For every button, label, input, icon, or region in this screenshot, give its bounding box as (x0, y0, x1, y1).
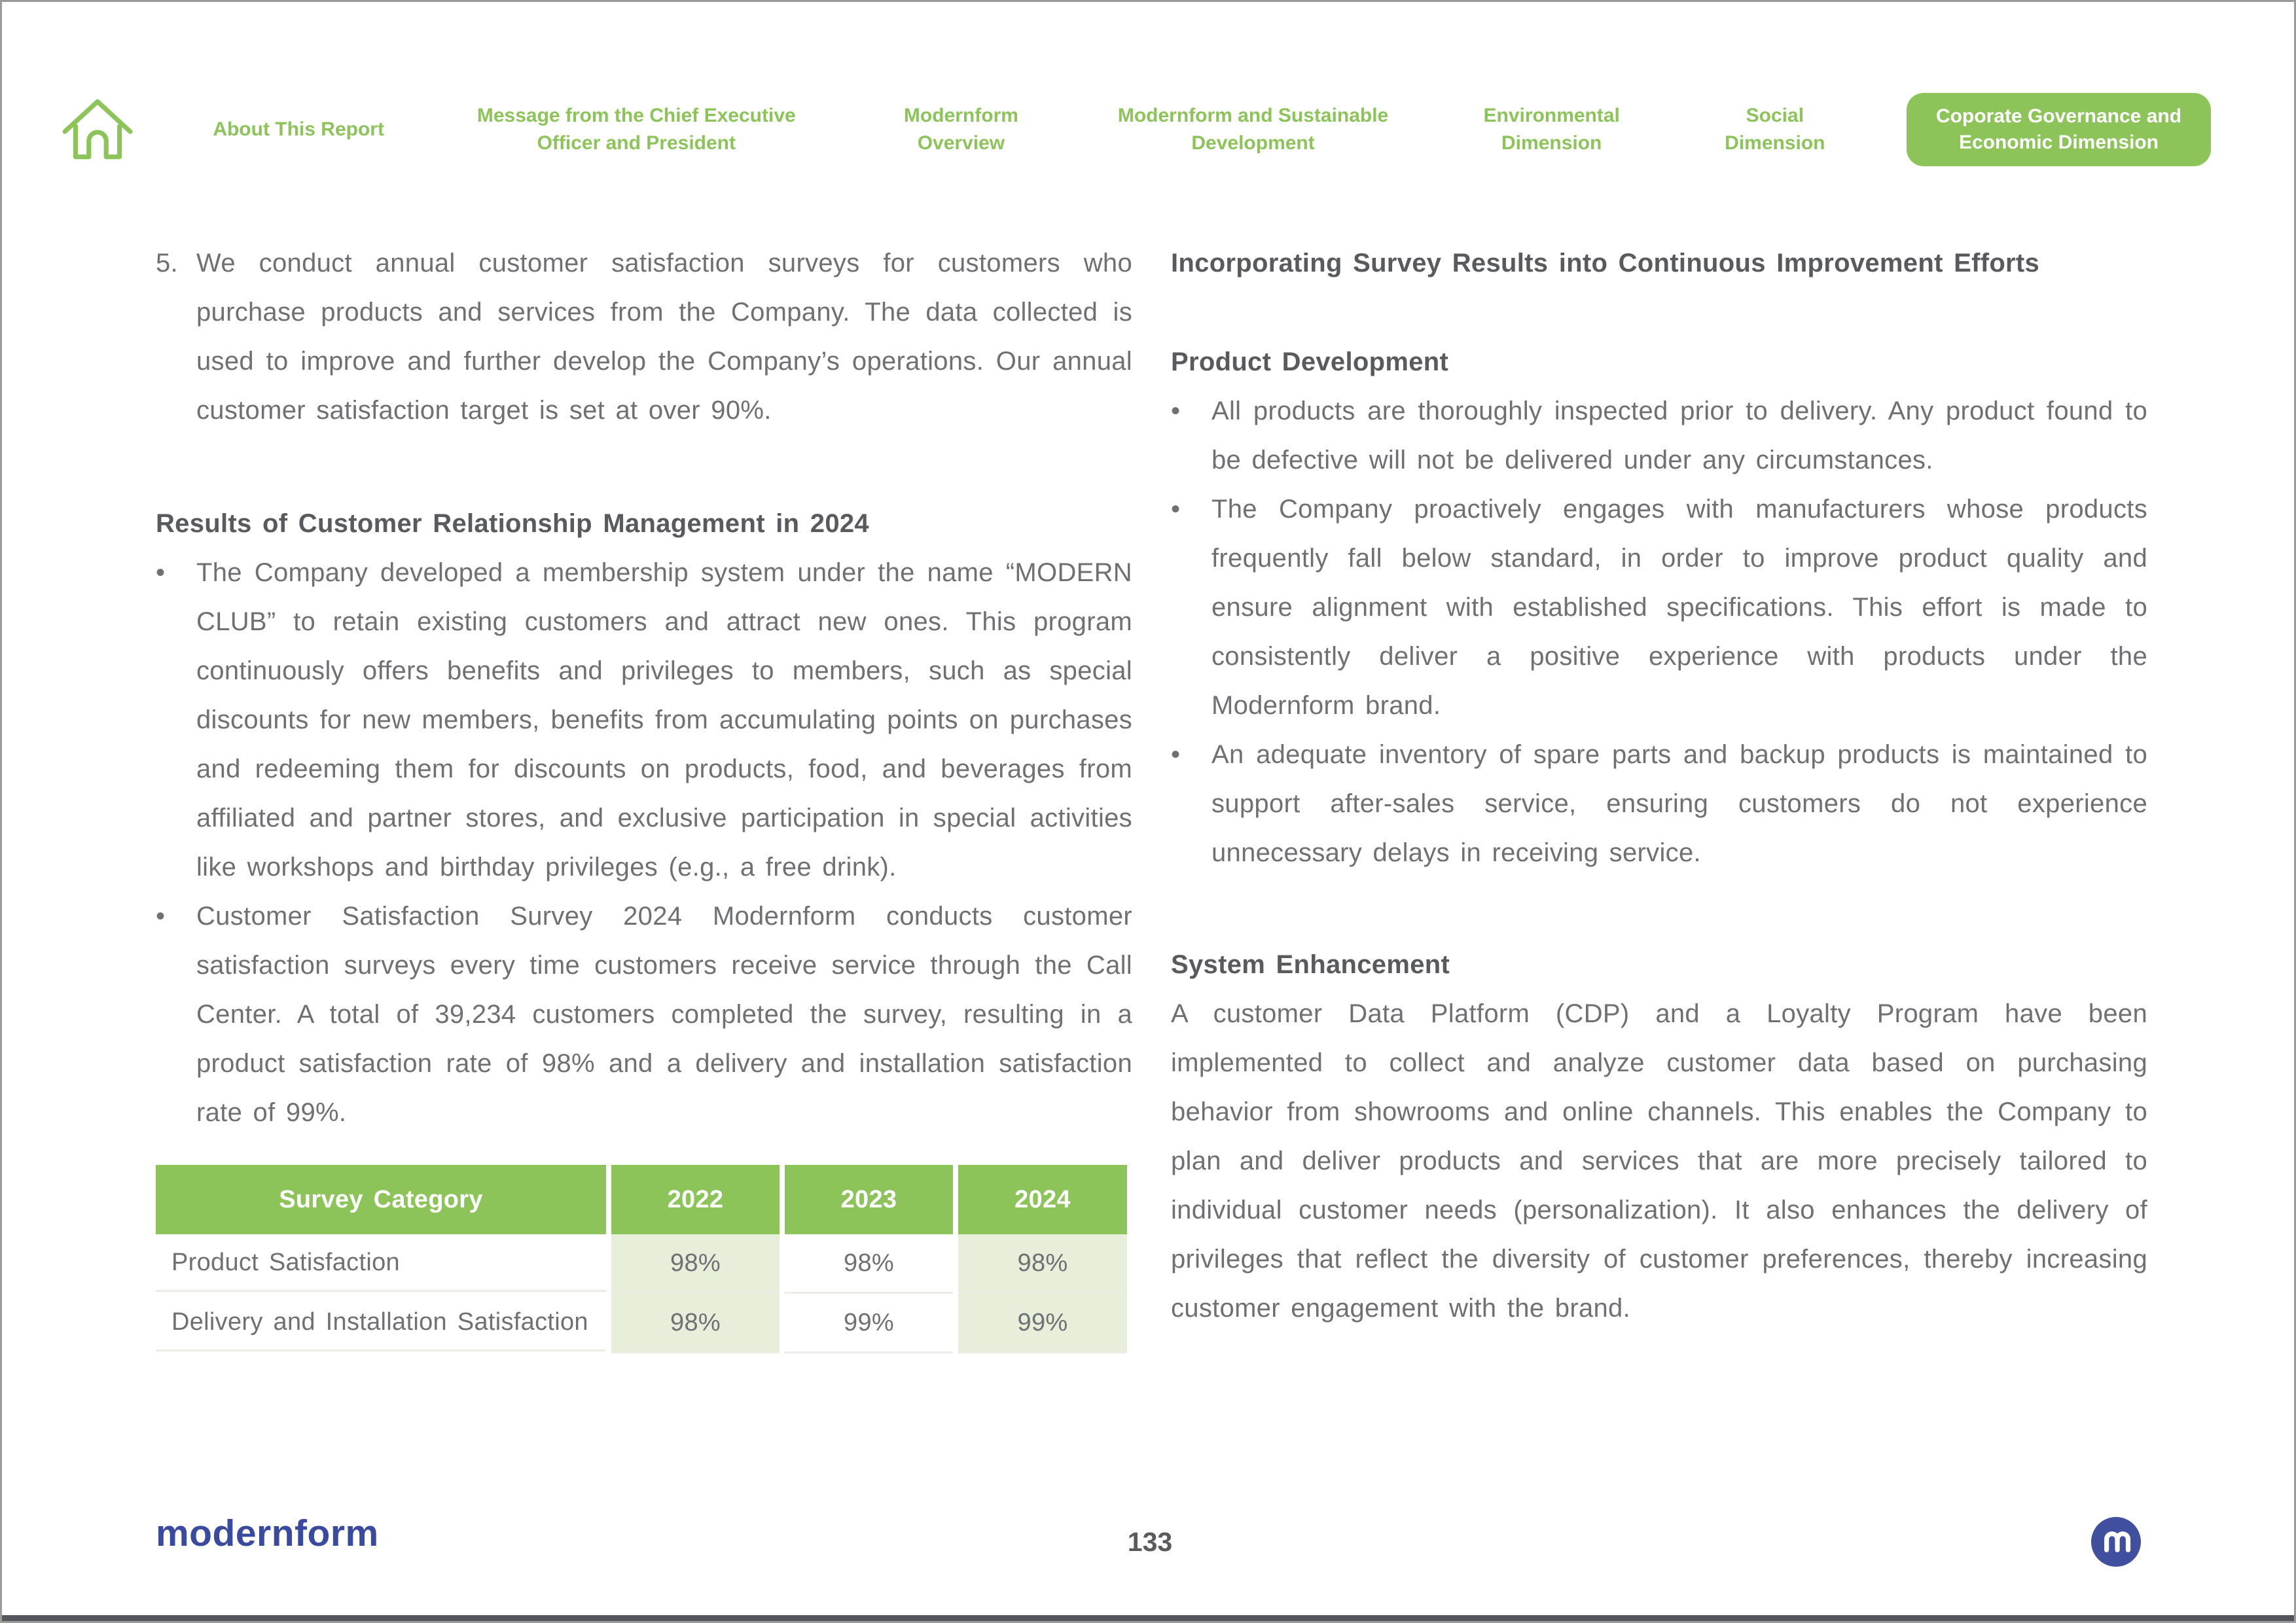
list-item (156, 892, 1132, 1137)
list-number: 5. (156, 249, 178, 277)
bullet-icon: • (1171, 397, 1181, 425)
list-item-text: All products are thoroughly inspected prior to delivery. Any product found to be defective will not be delivered under any circumstances. (1211, 397, 2147, 474)
nav-item-about-this-report[interactable]: About This Report (213, 118, 384, 140)
bullet-icon: • (156, 902, 166, 931)
subsection-title-system-enhancement: System Enhancement (1171, 950, 1450, 979)
table-cell: 98% (611, 1294, 780, 1353)
list-item (156, 548, 1132, 892)
m-monogram-icon (2091, 1517, 2141, 1567)
table-header-2023: 2023 (785, 1165, 953, 1234)
table-cell: 99% (785, 1294, 953, 1353)
bullet-icon: • (1171, 495, 1181, 524)
page-bottom-edge (2, 1615, 2294, 1621)
nav-item-environmental-dimension[interactable]: Environmental Dimension (1483, 105, 1620, 154)
table-cell: 98% (611, 1234, 780, 1294)
table-cell: 99% (958, 1294, 1127, 1353)
home-button[interactable] (61, 93, 134, 166)
table-header-2022: 2022 (611, 1165, 780, 1234)
top-navigation (61, 87, 2211, 172)
bullet-icon: • (156, 558, 166, 587)
bullet-icon: • (1171, 740, 1181, 769)
modernform-monogram-badge (2091, 1517, 2141, 1567)
list-item (1171, 387, 2147, 485)
table-cell: 98% (958, 1234, 1127, 1294)
nav-item-corporate-governance-active[interactable]: Coporate Governance and Economic Dimension (1907, 93, 2211, 166)
list-item (1171, 485, 2147, 730)
modernform-logo: modernform (156, 1512, 379, 1554)
system-enhancement-paragraph: A customer Data Platform (CDP) and a Loyalty Program have been implemented to collect and analyze customer data based on purchasing behavior from showrooms and online channels. This enables the Company to plan and deliver products and services that are more precisely tailored to individual customer needs (personalization). It also enhances the delivery of privileges that reflect the diversity of customer preferences, thereby increasing customer engagement with the brand. (1171, 999, 2147, 1323)
table-header-2024: 2024 (958, 1165, 1127, 1234)
table-cell: Product Satisfaction (156, 1234, 606, 1292)
list-item (1171, 730, 2147, 878)
nav-item-sustainable-development[interactable]: Modernform and Sustainable Development (1117, 105, 1389, 154)
paragraph-text: We conduct annual customer satisfaction surveys for customers who purchase products and services from the Company. The data collected is used to improve and further develop the Company’s operations. Our annual customer satisfaction target is set at over 90%. (196, 249, 1132, 425)
satisfaction-survey-table (156, 1165, 1132, 1353)
left-column (156, 239, 1132, 1353)
table-header-survey-category: Survey Category (156, 1165, 606, 1234)
list-item-text: An adequate inventory of spare parts and backup products is maintained to support after-sales service, ensuring customers do not experience unnecessary delays in receiving service. (1211, 740, 2147, 867)
nav-item-ceo-message[interactable]: Message from the Chief Executive Officer and President (476, 105, 796, 154)
section-title-incorporating-survey-results: Incorporating Survey Results into Continuous Improvement Efforts (1171, 249, 2040, 277)
nav-item-modernform-overview[interactable]: Modernform Overview (903, 105, 1018, 154)
table-cell: Delivery and Installation Satisfaction (156, 1294, 606, 1351)
page-number: 133 (1127, 1527, 1173, 1557)
home-icon (61, 93, 134, 166)
numbered-paragraph-5 (156, 239, 1132, 435)
list-item-text: The Company proactively engages with manufacturers whose products frequently fall below standard, in order to improve product quality and ensure alignment with established specifications. This effort is made to consistently deliver a positive experience with products under the Modernform brand. (1211, 495, 2147, 720)
subsection-title-product-development: Product Development (1171, 348, 1449, 376)
list-item-text: Customer Satisfaction Survey 2024 Modernform conducts customer satisfaction surveys every time customers receive service through the Call Center. A total of 39,234 customers completed the survey, resulting in a product satisfaction rate of 98% and a delivery and installation satisfaction rate of 99%. (196, 902, 1132, 1127)
right-column (1171, 239, 2147, 1333)
nav-item-social-dimension[interactable]: Social Dimension (1725, 105, 1825, 154)
list-item-text: The Company developed a membership system under the name “MODERN CLUB” to retain existing customers and attract new ones. This program continuously offers benefits and privileges to members, such as special discounts for new members, benefits from accumulating points on purchases and redeeming them for discounts on products, food, and beverages from affiliated and partner stores, and exclusive participation in special activities like workshops and birthday privileges (e.g., a free drink). (196, 558, 1132, 882)
table-cell: 98% (785, 1234, 953, 1294)
section-title-results-crm-2024: Results of Customer Relationship Management in 2024 (156, 509, 869, 538)
